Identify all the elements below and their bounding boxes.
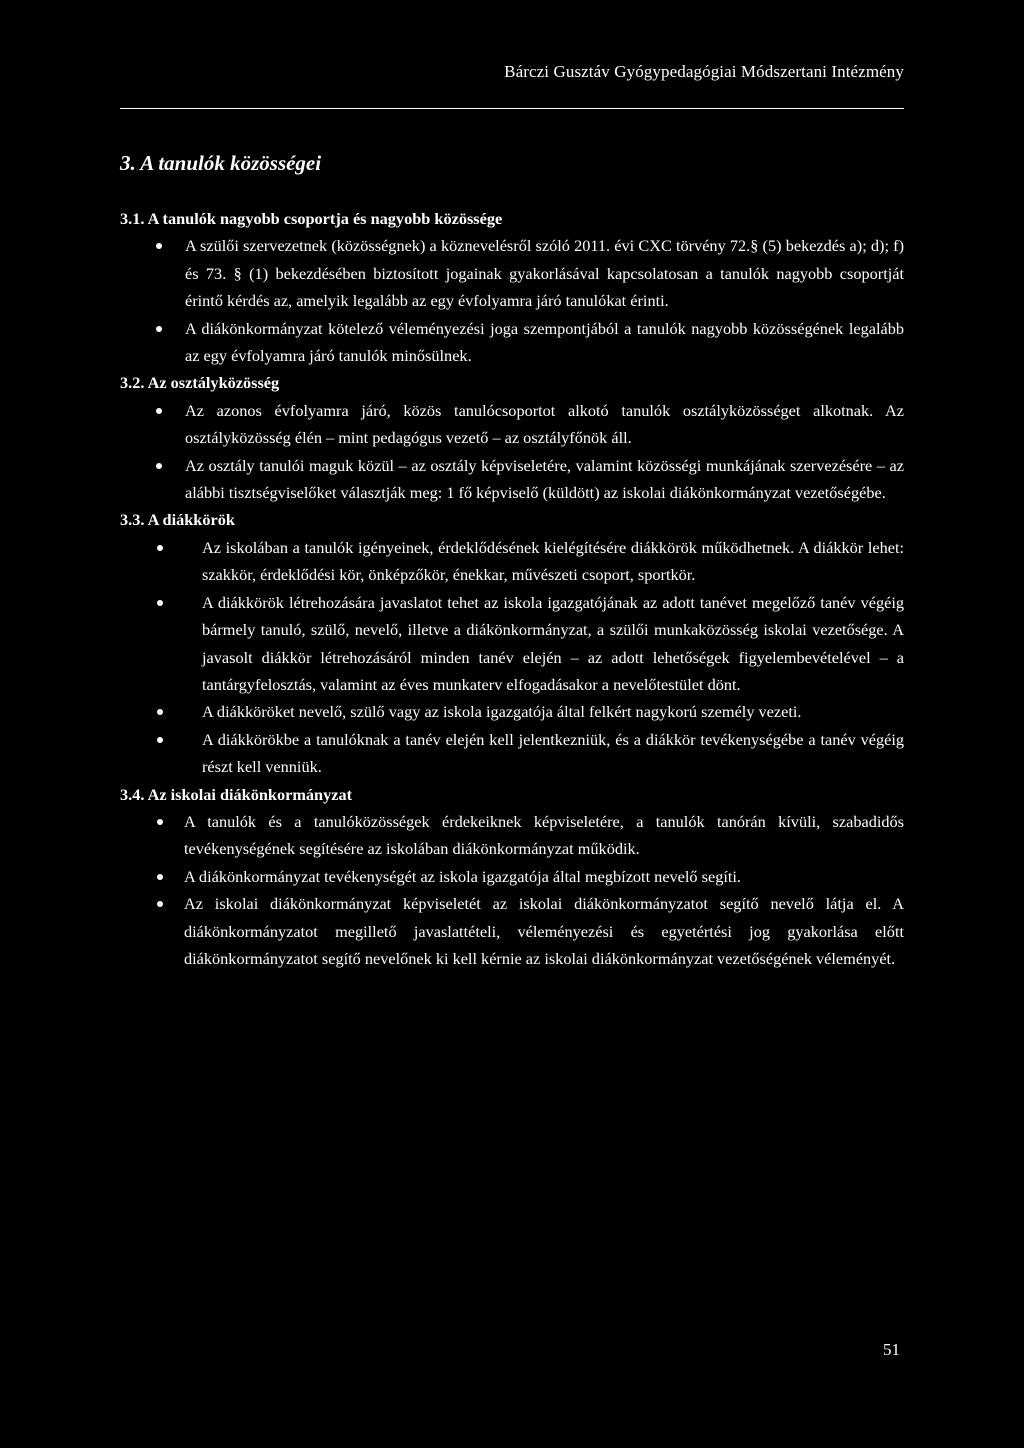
bullet-list: [120, 534, 904, 781]
list-item: A diákköröket nevelő, szülő vagy az iskola igazgatója által felkért nagykorú személy vezeti.: [120, 698, 904, 725]
bullet-list: [120, 808, 904, 972]
list-item: Az osztály tanulói maguk közül – az osztály képviseletére, valamint közösségi munkájának szervezésére – az alábbi tisztségviselőket választják meg: 1 fő képviselő (küldött) az iskolai diákönkormányzat vezetőségébe.: [120, 452, 904, 507]
header-divider: [120, 108, 904, 109]
chapter-title: 3. A tanulók közösségei: [120, 151, 322, 175]
list-item: Az iskolában a tanulók igényeinek, érdeklődésének kielégítésére diákkörök működhetnek. A diákkör lehet: szakkör, érdeklődési kör, önképzőkör, énekkar, művészeti csoport, sportkör.: [120, 534, 904, 589]
section-3-1: [120, 205, 904, 369]
list-item: A diákkörökbe a tanulóknak a tanév elején kell jelentkezniük, és a diákkör tevékenységébe a tanév végéig részt kell venniük.: [120, 726, 904, 781]
document-body: [120, 148, 904, 972]
section-title: 3.4. Az iskolai diákönkormányzat: [120, 784, 353, 804]
list-item: A diákkörök létrehozására javaslatot tehet az iskola igazgatójának az adott tanévet megelőző tanév végéig bármely tanuló, szülő, nevelő, illetve a diákönkormányzat, a szülői munkaközösség iskolai vezetősége. A javasolt diákkör létrehozásáról minden tanév elején – az adott lehetőségek figyelembevételével – a tantárgyfelosztás, valamint az éves munkaterv elfogadásakor a nevelőtestület dönt.: [120, 589, 904, 699]
list-item: Az iskolai diákönkormányzat képviseletét az iskolai diákönkormányzatot segítő nevelő látja el. A diákönkormányzatot megillető javaslattételi, véleményezési és egyetértési jog gyakorlása előtt diákönkormányzatot segítő nevelőnek ki kell kérnie az iskolai diákönkormányzat vezetőségének véleményét.: [120, 890, 904, 972]
list-item: Az azonos évfolyamra járó, közös tanulócsoportot alkotó tanulók osztályközösséget alkotnak. Az osztályközösség élén – mint pedagógus vezető – az osztályfőnök áll.: [120, 397, 904, 452]
page-number: 51: [883, 1340, 900, 1359]
section-title: 3.1. A tanulók nagyobb csoportja és nagyobb közössége: [120, 209, 503, 228]
bullet-list: [120, 232, 904, 369]
list-item: A diákönkormányzat tevékenységét az iskola igazgatója által megbízott nevelő segíti.: [120, 863, 904, 890]
section-title: 3.3. A diákkörök: [120, 510, 235, 530]
list-item: A szülői szervezetnek (közösségnek) a köznevelésről szóló 2011. évi CXC törvény 72.§ (5) bekezdés a); d); f) és 73. § (1) bekezdésében biztosított jogainak gyakorlásával kapcsolatosan a tanulók nagyobb csoportját érintő kérdés az, amelyik legalább az egy évfolyamra járó tanulókat érinti.: [120, 232, 904, 314]
section-3-4: [120, 781, 904, 973]
bullet-list: [120, 397, 904, 507]
section-3-3: [120, 506, 904, 780]
list-item: A diákönkormányzat kötelező véleményezési joga szempontjából a tanulók nagyobb közösségének legalább az egy évfolyamra járó tanulók minősülnek.: [120, 315, 904, 370]
list-item: A tanulók és a tanulóközösségek érdekeiknek képviseletére, a tanulók tanórán kívüli, szabadidős tevékenységének segítésére az iskolában diákönkormányzat működik.: [120, 808, 904, 863]
section-title: 3.2. Az osztályközösség: [120, 373, 280, 393]
section-3-2: [120, 369, 904, 506]
page-header: Bárczi Gusztáv Gyógypedagógiai Módszertani Intézmény: [504, 62, 904, 81]
